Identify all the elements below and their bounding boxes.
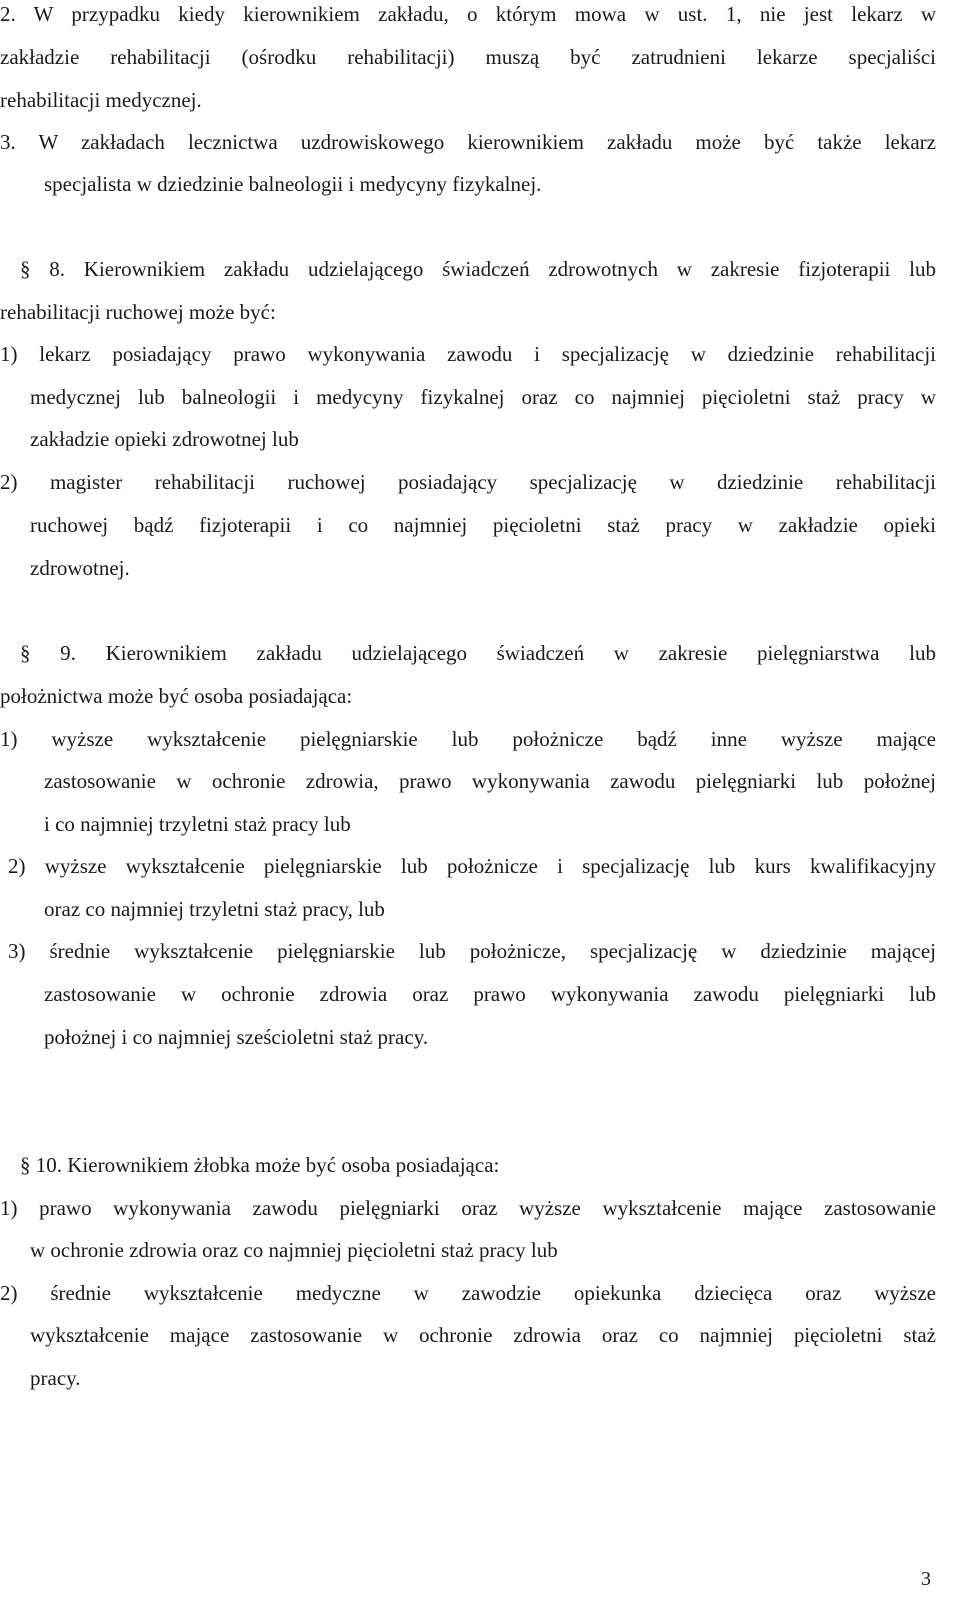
section-10-intro: § 10. Kierownikiem żłobka może być osoba posiadająca: (20, 1153, 500, 1177)
list-item: i co najmniej trzyletni staż pracy lub (44, 812, 351, 836)
paragraph-line: 3. W zakładach lecznictwa uzdrowiskowego kierownikiem zakładu może być także lekarz (0, 130, 936, 154)
paragraph-line: 2. W przypadku kiedy kierownikiem zakładu, o którym mowa w ust. 1, nie jest lekarz w (0, 2, 936, 26)
section-8-intro: § 8. Kierownikiem zakładu udzielającego świadczeń zdrowotnych w zakresie fizjoterapii lub (20, 257, 936, 281)
section-9-intro: § 9. Kierownikiem zakładu udzielającego świadczeń w zakresie pielęgniarstwa lub (20, 641, 936, 665)
list-item: 1) wyższe wykształcenie pielęgniarskie lub położnicze bądź inne wyższe mające (0, 727, 936, 751)
list-item: położnej i co najmniej sześcioletni staż pracy. (44, 1025, 429, 1049)
page-number: 3 (921, 1568, 931, 1590)
paragraph-line: rehabilitacji medycznej. (0, 88, 202, 112)
list-item: medycznej lub balneologii i medycyny fizykalnej oraz co najmniej pięcioletni staż pracy w (30, 385, 936, 409)
list-item: zakładzie opieki zdrowotnej lub (30, 427, 299, 451)
paragraph-line: specjalista w dziedzinie balneologii i medycyny fizykalnej. (44, 172, 542, 196)
list-item: 2) wyższe wykształcenie pielęgniarskie lub położnicze i specjalizację lub kurs kwalifikacyjny (8, 854, 936, 878)
list-item: 2) średnie wykształcenie medyczne w zawodzie opiekunka dziecięca oraz wyższe (0, 1281, 936, 1305)
list-item: wykształcenie mające zastosowanie w ochronie zdrowia oraz co najmniej pięcioletni staż (30, 1323, 936, 1347)
list-item: 1) lekarz posiadający prawo wykonywania zawodu i specjalizację w dziedzinie rehabilitacji (0, 342, 936, 366)
list-item: zdrowotnej. (30, 556, 130, 580)
list-item: w ochronie zdrowia oraz co najmniej pięcioletni staż pracy lub (30, 1238, 558, 1262)
list-item: 2) magister rehabilitacji ruchowej posiadający specjalizację w dziedzinie rehabilitacji (0, 470, 936, 494)
list-item: ruchowej bądź fizjoterapii i co najmniej pięcioletni staż pracy w zakładzie opieki (30, 513, 936, 537)
list-item: zastosowanie w ochronie zdrowia, prawo wykonywania zawodu pielęgniarki lub położnej (44, 769, 936, 793)
list-item: 1) prawo wykonywania zawodu pielęgniarki oraz wyższe wykształcenie mające zastosowanie (0, 1196, 936, 1220)
list-item: zastosowanie w ochronie zdrowia oraz prawo wykonywania zawodu pielęgniarki lub (44, 982, 936, 1006)
paragraph-line: zakładzie rehabilitacji (ośrodku rehabilitacji) muszą być zatrudnieni lekarze specjaliści (0, 45, 936, 69)
section-8-intro: rehabilitacji ruchowej może być: (0, 300, 276, 324)
list-item: pracy. (30, 1366, 81, 1390)
section-9-intro: położnictwa może być osoba posiadająca: (0, 684, 353, 708)
list-item: 3) średnie wykształcenie pielęgniarskie lub położnicze, specjalizację w dziedzinie mającej (8, 939, 936, 963)
list-item: oraz co najmniej trzyletni staż pracy, lub (44, 897, 385, 921)
